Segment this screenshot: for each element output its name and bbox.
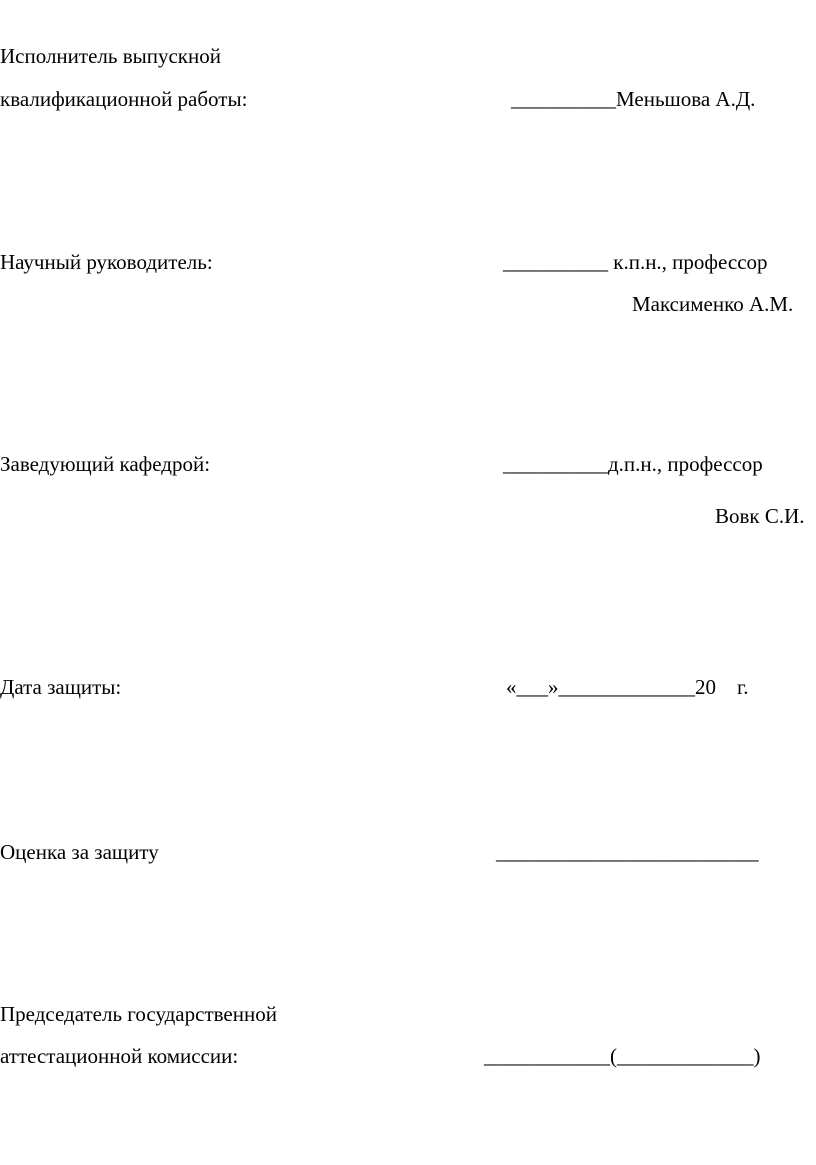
- supervisor-name: Максименко А.М.: [632, 292, 794, 316]
- executor-signature: __________Меньшова А.Д.: [511, 87, 756, 111]
- chairman-label-line1: Председатель государственной: [0, 1002, 277, 1026]
- executor-label-line1: Исполнитель выпускной: [0, 44, 221, 68]
- chairman-signature: ____________(_____________): [484, 1044, 761, 1068]
- supervisor-signature: __________ к.п.н., профессор: [503, 250, 768, 274]
- head-of-department-label: Заведующий кафедрой:: [0, 452, 211, 476]
- defense-date-label: Дата защиты:: [0, 675, 122, 699]
- executor-label-line2: квалификационной работы:: [0, 87, 248, 111]
- grade-label: Оценка за защиту: [0, 840, 159, 864]
- defense-date-value: «___»_____________20 г.: [506, 675, 749, 699]
- chairman-label-line2: аттестационной комиссии:: [0, 1044, 239, 1068]
- supervisor-label: Научный руководитель:: [0, 250, 213, 274]
- grade-value: _________________________: [496, 840, 759, 864]
- head-of-department-name: Вовк С.И.: [715, 504, 805, 528]
- head-of-department-signature: __________д.п.н., профессор: [503, 452, 763, 476]
